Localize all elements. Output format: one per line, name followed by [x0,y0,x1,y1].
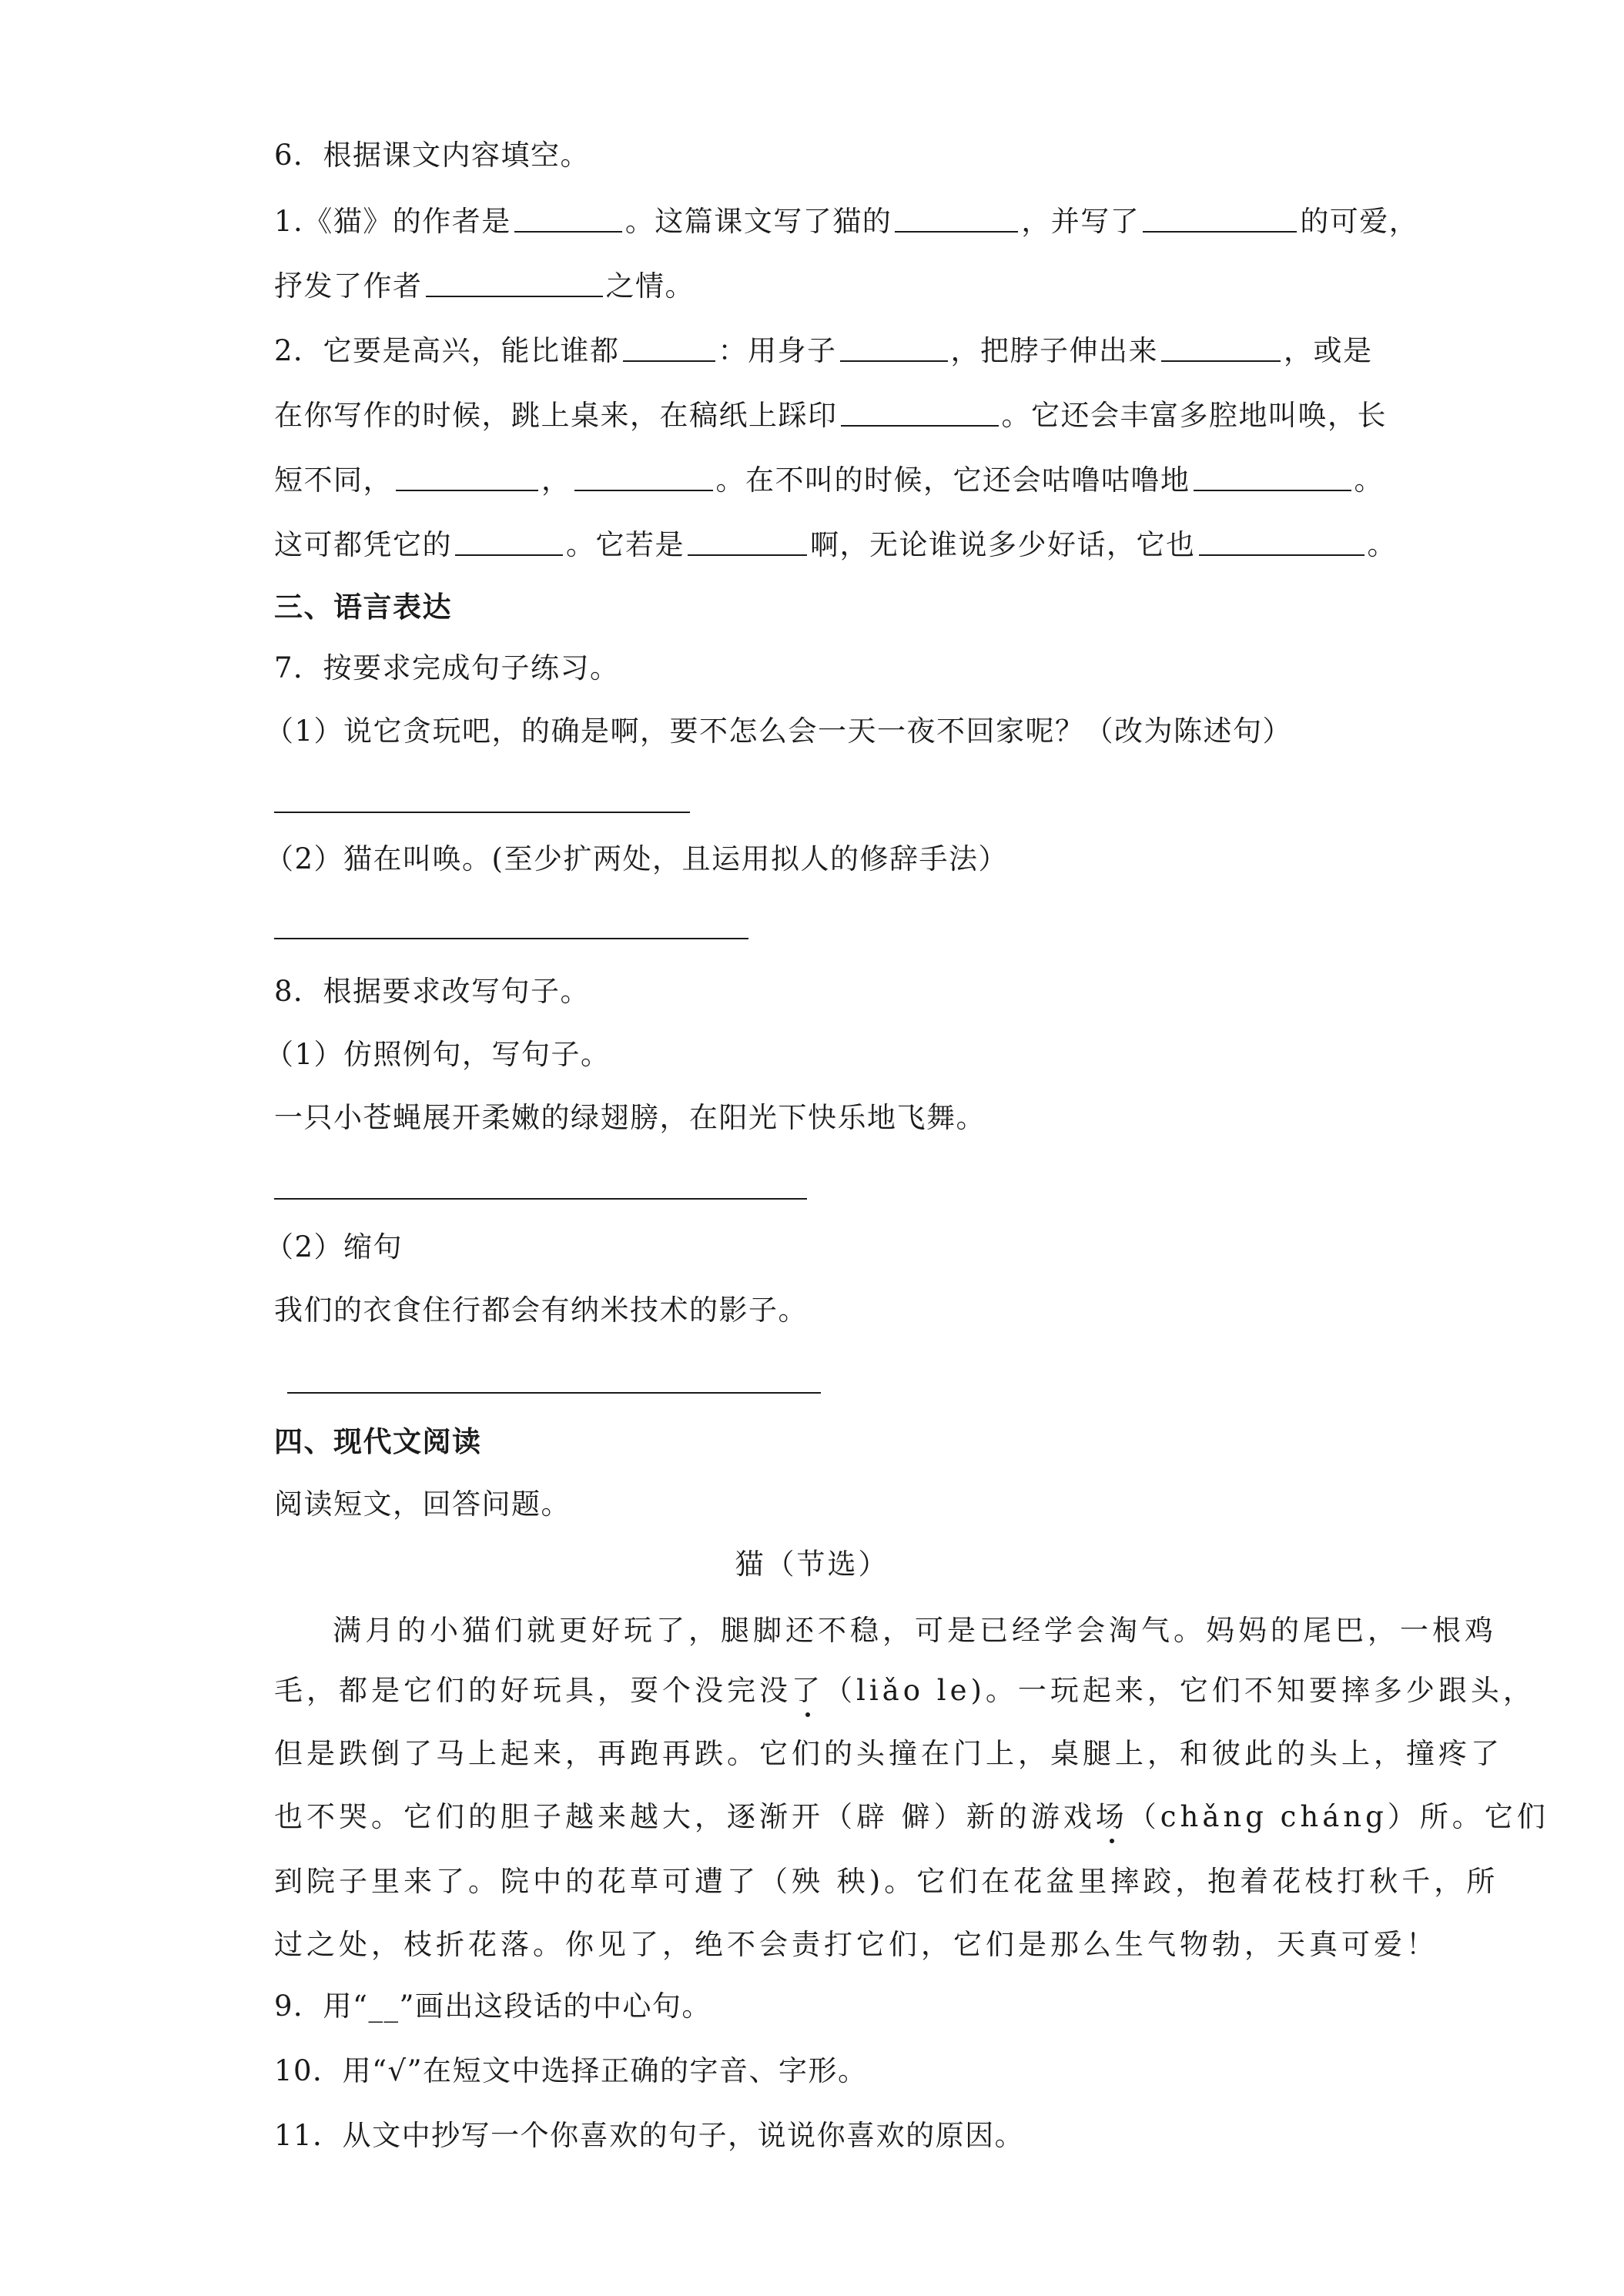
q6-item2-text-n: 。 [1367,528,1397,561]
q6-item2-line3 [274,460,1384,500]
q6-item1-text-a: 1.《猫》的作者是 [274,205,511,238]
q6-item1-text-e: 抒发了作者 [274,269,423,303]
q6-item1-text-f: 之情。 [605,269,695,303]
q7-part1: （1）说它贪玩吧，的确是啊，要不怎么会一天一夜不回家呢？（改为陈述句） [265,715,1293,748]
q6-item2-text-m: 啊，无论谁说多少好话，它也 [810,528,1196,561]
q8-part1-answer-line[interactable] [274,1198,807,1200]
passage-line-2 [274,1671,1535,1711]
q6-item1-line2 [274,266,1352,306]
dotted-char-chang: 场 [1096,1797,1128,1837]
q6-item2-text-g: 短不同， [274,464,393,497]
q6-item1-blank-cute[interactable] [1143,203,1297,233]
q6-item1-blank-author[interactable] [514,203,622,233]
q6-item2-text-h: ， [541,464,571,497]
q6-item1-blank-trait[interactable] [895,203,1018,233]
passage-line-4 [274,1797,1549,1837]
q7-heading: 7．按要求完成句子练习。 [274,651,620,684]
q6-item2-blank-6[interactable] [574,462,713,491]
q8-part1-example: 一只小苍蝇展开柔嫩的绿翅膀，在阳光下快乐地飞舞。 [274,1101,986,1134]
q6-item2-text-f: 。它还会丰富多腔地叫唤，长 [1001,399,1387,432]
q6-item2-text-d: ，或是 [1284,334,1373,367]
q6-item1-text-c: ，并写了 [1021,205,1140,238]
q6-item2-text-l: 。它若是 [566,528,685,561]
section4-intro: 阅读短文，回答问题。 [274,1488,571,1521]
passage-line-6: 过之处，枝折花落。你见了，绝不会责打它们，它们是那么生气物勃，天真可爱！ [274,1928,1438,1961]
q8-part2-answer-line[interactable] [287,1392,821,1394]
passage-line-4-b: （chǎng cháng）所。它们 [1127,1800,1549,1833]
q11-text: 11．从文中抄写一个你喜欢的句子，说说你喜欢的原因。 [274,2119,1025,2152]
q6-item2-blank-9[interactable] [688,527,807,556]
q6-item2-text-j: 。 [1354,464,1384,497]
q6-item2-text-a: 2．它要是高兴，能比谁都 [274,334,620,367]
passage-line-3: 但是跌倒了马上起来，再跑再跌。它们的头撞在门上，桌腿上，和彼此的头上，撞疼了 [274,1737,1503,1770]
q6-item2-line1 [274,331,1373,371]
q6-item2-text-c: ，把脖子伸出来 [950,334,1159,367]
q6-item2-blank-5[interactable] [396,462,538,491]
q7-part2-answer-line[interactable] [274,938,748,939]
passage-line-5: 到院子里来了。院中的花草可遭了（殃 秧)。它们在花盆里摔跤，抱着花枝打秋千，所 [274,1865,1499,1898]
q6-item2-text-k: 这可都凭它的 [274,528,452,561]
q6-item2-text-b: ：用身子 [718,334,837,367]
section3-heading: 三、语言表达 [274,590,452,624]
q6-heading: 6．根据课文内容填空。 [274,139,591,172]
q7-part2: （2）猫在叫唤。(至少扩两处，且运用拟人的修辞手法） [265,842,1008,875]
passage-line-4-a: 也不哭。它们的胆子越来越大，逐渐开（辟 僻）新的游戏 [274,1800,1096,1833]
passage-line-2-a: 毛，都是它们的好玩具，耍个没完没 [274,1674,792,1707]
q7-part1-answer-line[interactable] [274,812,690,813]
q10-text: 10．用“√”在短文中选择正确的字音、字形。 [274,2054,868,2087]
q6-item2-blank-8[interactable] [455,527,563,556]
dotted-char-liao: 了 [792,1671,824,1711]
q6-item2-blank-3[interactable] [1161,333,1281,362]
section4-heading: 四、现代文阅读 [274,1424,482,1458]
q6-item2-line4 [274,525,1397,565]
q8-part1: （1）仿照例句，写句子。 [265,1038,611,1071]
passage-title: 猫（节选） [735,1548,889,1581]
q6-item2-text-e: 在你写作的时候，跳上桌来，在稿纸上踩印 [274,399,838,432]
q6-item1-text-b: 。这篇课文写了猫的 [624,205,892,238]
q6-item1-line1 [274,202,1419,242]
q9-text: 9．用“__”画出这段话的中心句。 [274,1990,712,2023]
q6-item2-line2 [274,396,1387,436]
q6-item2-blank-10[interactable] [1199,527,1364,556]
q8-part2-sentence: 我们的衣食住行都会有纳米技术的影子。 [274,1294,808,1327]
q8-heading: 8．根据要求改写句子。 [274,975,591,1008]
q6-item1-blank-feeling[interactable] [426,268,603,297]
passage-line-1: 满月的小猫们就更好玩了，腿脚还不稳，可是已经学会淘气。妈妈的尾巴，一根鸡 [333,1614,1497,1647]
q6-item1-text-d: 的可爱， [1300,205,1419,238]
q6-item2-blank-1[interactable] [623,333,715,362]
q6-item2-text-i: 。在不叫的时候，它还会咕噜咕噜地 [715,464,1190,497]
passage-line-2-b: （liǎo le)。一玩起来，它们不知要摔多少跟头， [824,1674,1535,1707]
q6-item2-blank-7[interactable] [1194,462,1351,491]
q8-part2: （2）缩句 [265,1230,403,1263]
q6-item2-blank-4[interactable] [841,397,999,427]
q6-item2-blank-2[interactable] [840,333,948,362]
